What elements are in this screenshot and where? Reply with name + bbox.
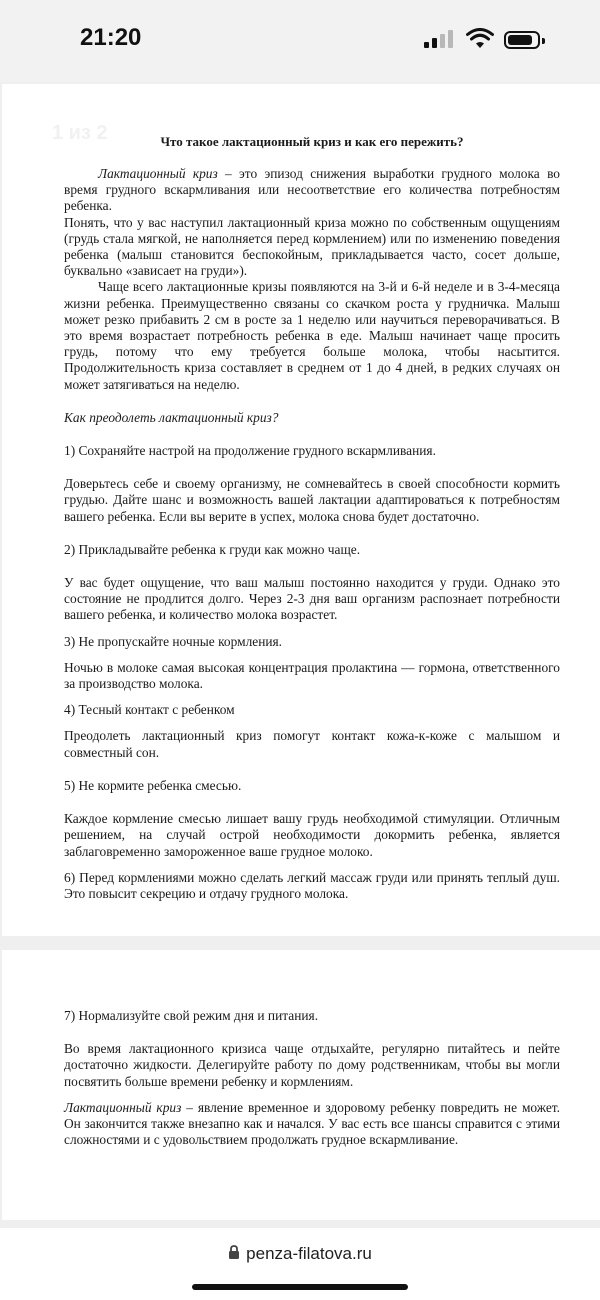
tip-1-heading: 1) Сохраняйте настрой на продолжение грудного вскармливания.: [64, 443, 436, 459]
tip-6-text: 6) Перед кормлениями можно сделать легкий массаж груди или принять теплый душ. Это повысит секрецию и отдачу грудного молока.: [64, 869, 560, 901]
paragraph-timing: Чаще всего лактационные кризы появляются на 3-й и 6-й неделе и в 3-4-месяца жизни ребенка. Преимущественно связаны со скачком роста у грудничка. Малыш может резко прибавить 2 см в росте за 1 неделю или научиться переворачиваться. В это время возрастает потребность ребенка в еде. Малыш начинает чаще просить грудь, потому что ему требуется больше молока, чтобы насытится. Продолжительность криза составляет в среднем от 1 до 4 дней, в редких случаях он может затягиваться на неделю.: [64, 279, 560, 392]
document-body-1: [64, 166, 560, 902]
url-text: penza-filatova.ru: [246, 1244, 372, 1263]
document-page-2: [2, 950, 600, 1220]
paragraph-symptoms: Понять, что у вас наступил лактационный криза можно по собственным ощущениям (грудь стала мягкой, не наполняется перед кормлением) или по изменению поведения ребенка (малыш становится беспокойным, прикладывается часто, сосет дольше, буквально «зависает на груди»).: [64, 214, 560, 279]
status-bar: [0, 0, 600, 82]
paragraph-definition: Лактационный криз – это эпизод снижения выработки грудного молока во время грудного вскармливания или несоответствие его количества потребностям ребенка.: [64, 166, 560, 214]
paragraph-conclusion: Лактационный криз – явление временное и здоровому ребенку повредить не может. Он закончится также внезапно как и начался. У вас есть все шансы справится с этими сложностями и с удовольствием продолжать грудное вскармливание.: [64, 1099, 560, 1148]
url-display[interactable]: [0, 1244, 600, 1264]
tip-4-text: Преодолеть лактационный криз помогут контакт кожа-к-коже с малышом и совместный сон.: [64, 728, 560, 760]
document-title: Что такое лактационный криз и как его пережить?: [160, 134, 464, 149]
tip-2-heading: 2) Прикладывайте ребенка к груди как можно чаще.: [64, 541, 361, 557]
cellular-signal-icon: [424, 28, 454, 48]
status-time: 21:20: [80, 24, 142, 51]
battery-icon: [504, 31, 540, 49]
tip-7-heading: 7) Нормализуйте свой режим дня и питания.: [64, 1008, 319, 1023]
browser-address-bar: [0, 1228, 600, 1300]
tip-5-heading: 5) Не кормите ребенка смесью.: [64, 777, 242, 793]
document-body-2: [64, 1008, 560, 1148]
tip-3-text: Ночью в молоке самая высокая концентрация пролактина — гормона, ответственного за производство молока.: [64, 659, 560, 692]
home-indicator[interactable]: [192, 1284, 408, 1290]
document-page-1: [2, 84, 600, 936]
tip-7-text: Во время лактационного кризиса чаще отдыхайте, регулярно питайтесь и пейте достаточно жидкости. Делегируйте работу по дому родственникам, чтобы вы могли посвятить больше времени ребенку и кормлениям.: [64, 1041, 560, 1089]
tip-3-heading: 3) Не пропускайте ночные кормления.: [64, 633, 283, 649]
section-heading-overcome: Как преодолеть лактационный криз?: [64, 409, 279, 425]
tip-4-heading: 4) Тесный контакт с ребенком: [64, 702, 235, 718]
page-counter-watermark: 1 из 2: [52, 122, 108, 144]
tip-1-text: Доверьтесь себе и своему организму, не сомневайтесь в своей способности кормить грудью. Дайте шанс и возможность вашей лактации адаптироваться к потребностям вашего ребенка. Если вы верите в успех, молока снова будет достаточно.: [64, 476, 560, 524]
tip-5-text: Каждое кормление смесью лишает вашу грудь необходимой стимуляции. Отличным решением, на случай острой необходимости докормить ребенка, является заблаговременно замороженное ваше грудное молоко.: [64, 811, 560, 859]
lock-icon: [228, 1245, 240, 1260]
tip-2-text: У вас будет ощущение, что ваш малыш постоянно находится у груди. Однако это состояние не продлится долго. Через 2-3 дня ваш организм распознает потребности вашего ребенка, и количество молока возрастет.: [64, 575, 560, 623]
wifi-icon: [466, 28, 494, 50]
